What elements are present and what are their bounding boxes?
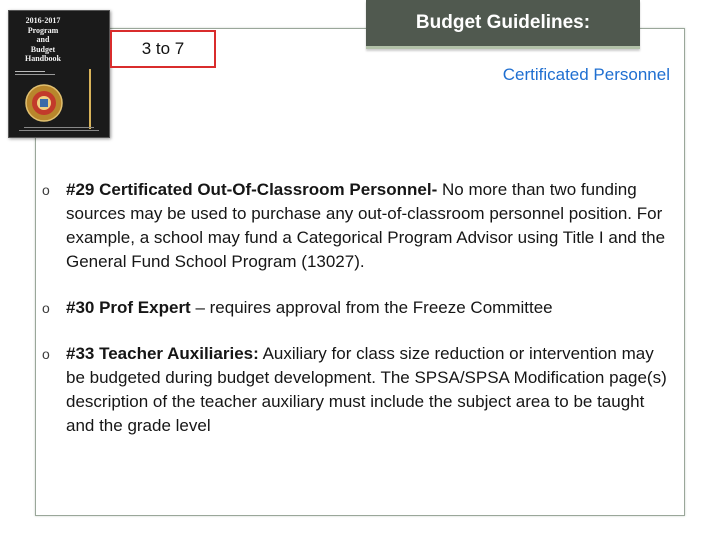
handbook-title: 2016-2017 Program and Budget Handbook — [24, 16, 62, 63]
item-text: Auxiliary for class size reduction or intervention may be budgeted during budget development. The SPSA/SPSA Modification page(s) description of the teacher auxiliary must include the subject area to be taught and the grade level — [66, 344, 667, 435]
list-item — [42, 342, 674, 438]
guidelines-list — [42, 178, 674, 438]
bullet-marker-icon: o — [42, 300, 50, 316]
handbook-cover-image — [8, 10, 110, 138]
handbook-fine-print — [15, 69, 75, 79]
page-range-label: 3 to 7 — [110, 30, 216, 68]
item-text: – requires approval from the Freeze Committee — [190, 298, 553, 317]
item-heading: #30 Prof Expert — [66, 298, 191, 317]
slide-title: Budget Guidelines: — [366, 0, 640, 49]
item-heading: #33 Teacher Auxiliaries: — [66, 344, 259, 363]
bullet-marker-icon: o — [42, 182, 50, 198]
handbook-footer — [13, 125, 105, 133]
list-item — [42, 178, 674, 274]
item-heading: #29 Certificated Out-Of-Classroom Personnel- — [66, 180, 438, 199]
item-text: No more than two funding sources may be used to purchase any out-of-classroom personnel position. For example, a school may fund a Categorical Program Advisor using Title I and the General Fund School Program (13027). — [66, 180, 666, 271]
list-item — [42, 296, 674, 320]
handbook-spine-mark — [87, 19, 101, 129]
district-seal-icon — [24, 83, 64, 123]
bullet-marker-icon: o — [42, 346, 50, 362]
slide-subtitle: Certificated Personnel — [502, 65, 670, 84]
spine-line-icon — [88, 69, 92, 129]
